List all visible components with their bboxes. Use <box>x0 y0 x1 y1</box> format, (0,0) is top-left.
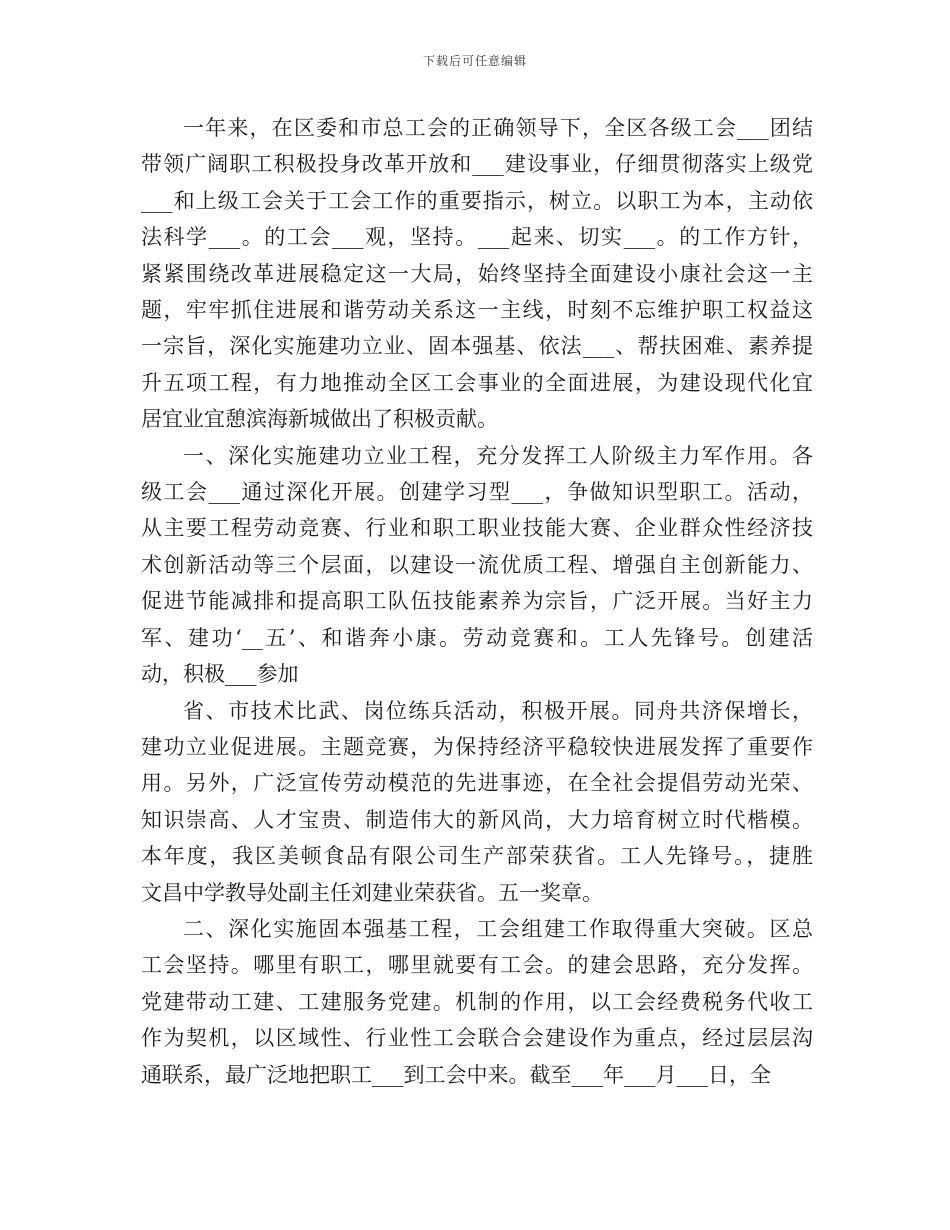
paragraph-line: 用。另外，广泛宣传劳动模范的先进事迹，在全社会提倡劳动光荣、 <box>141 771 813 796</box>
paragraph-line: 居宜业宜憩滨海新城做出了积极贡献。 <box>141 407 498 432</box>
paragraph <box>141 911 813 1093</box>
page-header: 下载后可任意编辑 <box>422 54 527 68</box>
paragraph-line: 作为契机，以区域性、行业性工会联合会建设作为重点，经过层层沟 <box>141 1026 813 1051</box>
paragraph-line: 工会坚持。哪里有职工，哪里就要有工会。的建会思路，充分发挥。 <box>141 953 813 978</box>
paragraph <box>141 693 813 911</box>
paragraph-line: 省、市技术比武、岗位练兵活动，积极开展。同舟共济保增长， <box>183 698 813 723</box>
paragraph-line: 本年度，我区美顿食品有限公司生产部荣获省。工人先锋号。，捷胜 <box>141 844 813 869</box>
paragraph-line: 动，积极___参加 <box>141 662 299 687</box>
paragraph-line: 一、深化实施建功立业工程，充分发挥工人阶级主力军作用。各 <box>183 443 813 468</box>
paragraph <box>141 110 813 438</box>
paragraph-line: 带领广阔职工积极投身改革开放和___建设事业，仔细贯彻落实上级党 <box>141 152 813 177</box>
paragraph-line: 文昌中学教导处副主任刘建业荣获省。五一奖章。 <box>141 880 603 905</box>
paragraph-line: 二、深化实施固本强基工程，工会组建工作取得重大突破。区总 <box>183 916 813 941</box>
paragraph-line: 从主要工程劳动竞赛、行业和职工职业技能大赛、企业群众性经济技 <box>141 516 813 541</box>
paragraph-line: 一宗旨，深化实施建功立业、固本强基、依法___、帮扶困难、素养提 <box>141 334 813 359</box>
paragraph-line: 题，牢牢抓住进展和谐劳动关系这一主线，时刻不忘维护职工权益这 <box>141 298 813 323</box>
paragraph-line: 军、建功‘__五’、和谐奔小康。劳动竞赛和。工人先锋号。创建活 <box>141 625 813 650</box>
paragraph-line: 紧紧围绕改革进展稳定这一大局，始终坚持全面建设小康社会这一主 <box>141 261 813 286</box>
paragraph-line: 知识崇高、人才宝贵、制造伟大的新风尚，大力培育树立时代楷模。 <box>141 807 813 832</box>
paragraph-line: 法科学___。的工会___观，坚持。___起来、切实___。的工作方针， <box>141 225 813 250</box>
paragraph-line: 党建带动工建、工建服务党建。机制的作用，以工会经费税务代收工 <box>141 989 813 1014</box>
paragraph-line: 一年来，在区委和市总工会的正确领导下，全区各级工会___团结 <box>183 116 813 140</box>
paragraph-line: 升五项工程，有力地推动全区工会事业的全面进展，为建设现代化宜 <box>141 370 813 395</box>
paragraph <box>141 438 813 693</box>
paragraph-line: 通联系，最广泛地把职工___到工会中来。截至___年___月___日，全 <box>141 1062 771 1087</box>
paragraph-line: 促进节能减排和提高职工队伍技能素养为宗旨，广泛开展。当好主力 <box>141 589 813 614</box>
paragraph-line: 级工会___通过深化开展。创建学习型___，争做知识型职工。活动， <box>141 480 813 505</box>
paragraph-line: 术创新活动等三个层面，以建设一流优质工程、增强自主创新能力、 <box>141 552 813 577</box>
paragraph-line: 建功立业促进展。主题竞赛，为保持经济平稳较快进展发挥了重要作 <box>141 734 813 759</box>
paragraph-line: ___和上级工会关于工会工作的重要指示，树立。以职工为本，主动依 <box>141 188 813 213</box>
document-body <box>141 110 813 1093</box>
